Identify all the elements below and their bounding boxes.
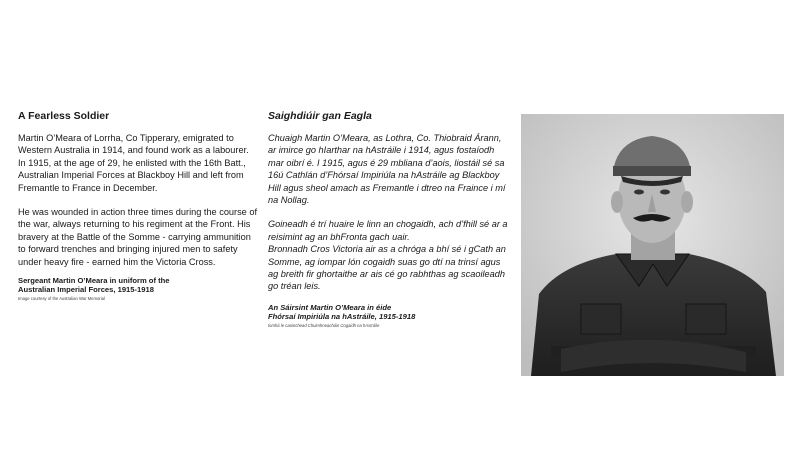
english-caption-line-2: Australian Imperial Forces, 1915-1918	[18, 285, 154, 295]
irish-caption-line-1: An Sáirsint Martin O’Meara in éide	[268, 302, 392, 312]
irish-column	[268, 110, 508, 329]
irish-paragraph-2a: Goineadh é trí huaire le linn an chogaidh, ach d’fhill sé ar a reisimint ag an bhFronta gach uair.	[268, 219, 508, 242]
english-caption	[18, 276, 258, 295]
english-image-credit: Image courtesy of the Australian War Memorial	[18, 295, 105, 301]
soldier-portrait-illustration	[521, 114, 784, 376]
english-title: A Fearless Soldier	[18, 110, 110, 122]
english-column	[18, 110, 258, 302]
irish-paragraph-2	[268, 218, 508, 292]
irish-caption	[268, 303, 508, 322]
irish-caption-line-2: Fhórsaí Impiriúla na hAstráile, 1915-1918	[268, 312, 416, 322]
english-paragraph-1: Martin O’Meara of Lorrha, Co Tipperary, emigrated to Western Australia in 1914, and found work as a labourer. In 1915, at the age of 29, he enlisted with the 16th Batt., Australian Imperial Forces at Blackboy Hill and left from Fremantle to France in December.	[18, 133, 249, 193]
irish-title: Saighdiúir gan Eagla	[268, 110, 372, 122]
irish-image-credit: Íomhá le caoinchead Chuimhneacháin Cogaidh na hAstráile	[268, 322, 380, 328]
english-paragraph-2: He was wounded in action three times during the course of the war, always returning to his regiment at the Front. His bravery at the Battle of the Somme - carrying ammunition to forward trenches and bringing injured men to safety under heavy fire - earned him the Victoria Cross.	[18, 207, 258, 267]
irish-paragraph-2b: Bronnadh Cros Victoria air as a chróga a bhí sé i gCath an Somme, ag iompar lón cogaidh suas go dtí na trinsí agus ag breith fir ghortaithe ar ais cé go rabhthas ag scaoileadh go tréan leis.	[268, 244, 506, 292]
english-caption-line-1: Sergeant Martin O’Meara in uniform of the	[18, 276, 170, 286]
irish-paragraph-1: Chuaigh Martin O’Meara, as Lothra, Co. Thiobraid Árann, ar imirce go hIarthar na hAstráile i 1914, agus fostaíodh mar oibrí é. I 1915, agus é 29 mbliana d’aois, liostáil sé sa 16ú Cathlán d’Fhórsaí Impiriúla na hAstráile ag Blackboy Hill agus sheol amach as Fremantle i dtreo na Fraince i mí na Nollag.	[268, 133, 506, 206]
soldier-portrait-photo	[521, 114, 784, 376]
